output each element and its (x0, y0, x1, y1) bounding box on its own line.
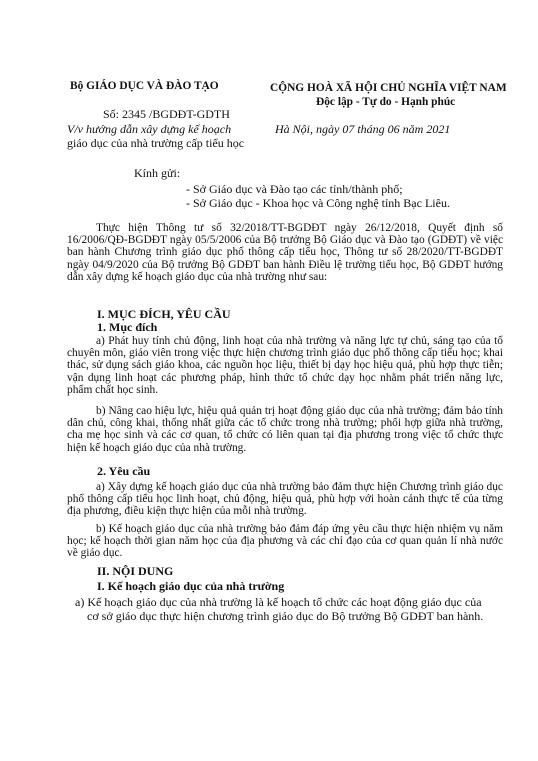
paragraph-1b: b) Nâng cao hiệu lực, hiệu quả quản trị hoạt động giáo dục của nhà trường; đảm bảo tính dân chủ, công khai, thống nhất giữa các tổ chức trong nhà trường; phối hợp giữa nhà trường, cha mẹ học sinh và các cơ quan, tổ chức có liên quan tại địa phương trong việc tổ chức thực hiện kế hoạch giáo dục của nhà trường. (67, 405, 503, 454)
ministry-name: Bộ GIÁO DỤC VÀ ĐÀO TẠO (70, 80, 219, 92)
subject-line-1: V/v hướng dẫn xây dựng kế hoạch (67, 122, 232, 136)
section-2-title: II. NỘI DUNG (97, 564, 174, 578)
section-2-sub-1: I. Kế hoạch giáo dục của nhà trường (97, 579, 285, 593)
paragraph-1a: a) Phát huy tính chủ động, linh hoạt của nhà trường và năng lực tự chủ, sáng tạo của tổ chuyên môn, giáo viên trong việc thực hiện chương trình giáo dục phổ thông cấp tiểu học; khai thác, sử dụng sách giáo khoa, các nguồn học liệu, thiết bị dạy học hiệu quả, phù hợp thực tiễn; vận dụng linh hoạt các phương pháp, hình thức tổ chức dạy học nhằm phát triển năng lực, phẩm chất học sinh. (67, 335, 503, 396)
paragraph-section-2-line-1: a) Kế hoạch giáo dục của nhà trường là kế hoạch tổ chức các hoạt động giáo dục của (75, 595, 482, 609)
intro-paragraph: Thực hiện Thông tư số 32/2018/TT-BGDĐT ngày 26/12/2018, Quyết định số 16/2006/QĐ-BGDĐT ngày 05/5/2006 của Bộ trưởng Bộ Giáo dục và Đào tạo (GDĐT) về việc ban hành Chương trình giáo dục phổ thông cấp tiểu học, Thông tư số 28/2020/TT-BGDĐT ngày 04/9/2020 của Bộ trưởng Bộ GDĐT ban hành Điều lệ trường tiểu học, Bộ GDĐT hướng dẫn xây dựng kế hoạch giáo dục của nhà trường như sau: (67, 222, 503, 283)
national-motto: Độc lập - Tự do - Hạnh phúc (316, 96, 456, 108)
republic-name: CỘNG HOÀ XÃ HỘI CHỦ NGHĨA VIỆT NAM (270, 82, 507, 94)
recipients-label: Kính gửi: (134, 166, 181, 180)
section-1-title: I. MỤC ĐÍCH, YÊU CẦU (97, 307, 231, 321)
recipient-item: - Sở Giáo dục - Khoa học và Công nghệ tỉnh Bạc Liêu. (186, 196, 450, 210)
recipient-item: - Sở Giáo dục và Đào tạo các tỉnh/thành phố; (186, 182, 403, 196)
section-1-sub-2: 2. Yêu cầu (97, 464, 151, 478)
subject-line-2: giáo dục của nhà trường cấp tiểu học (67, 136, 245, 150)
paragraph-section-2-line-2: cơ sở giáo dục thực hiện chương trình giáo dục do Bộ trưởng Bộ GDĐT ban hành. (87, 609, 484, 623)
place-date: Hà Nội, ngày 07 tháng 06 năm 2021 (275, 122, 451, 136)
paragraph-2a: a) Xây dựng kế hoạch giáo dục của nhà trường bảo đảm thực hiện Chương trình giáo dục phổ thông cấp tiểu học linh hoạt, chủ động, hiệu quả, phù hợp với hoàn cảnh thực tế của từng địa phương, điều kiện thực hiện của mỗi nhà trường. (67, 481, 503, 518)
document-number: Số: 2345 /BGDĐT-GDTH (103, 107, 230, 121)
paragraph-2b: b) Kế hoạch giáo dục của nhà trường bảo đảm đáp ứng yêu cầu thực hiện nhiệm vụ năm học; kế hoạch thời gian năm học của địa phương và các chỉ đạo của cơ quan quản lí nhà nước về giáo dục. (67, 523, 503, 560)
section-1-sub-1: 1. Mục đích (97, 320, 158, 334)
